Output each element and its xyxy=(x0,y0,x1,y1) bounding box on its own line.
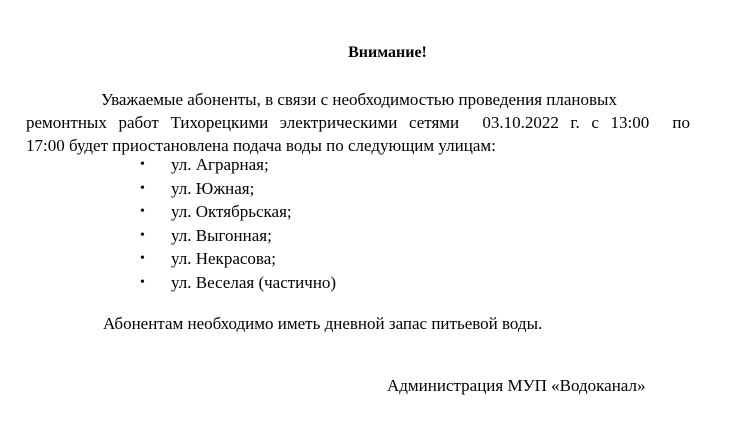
street-list xyxy=(140,153,336,295)
paragraph-line-3: 17:00 будет приостановлена подача воды по следующим улицам: xyxy=(26,136,496,155)
street-item xyxy=(140,271,336,295)
signature: Администрация МУП «Водоканал» xyxy=(387,376,646,395)
water-supply-note: Абонентам необходимо иметь дневной запас питьевой воды. xyxy=(103,314,543,333)
paragraph-line-1: Уважаемые абоненты, в связи с необходимостью проведения плановых xyxy=(101,90,617,109)
bullet-icon: • xyxy=(140,204,145,220)
street-name: ул. Выгонная; xyxy=(171,225,272,245)
street-name: ул. Веселая (частично) xyxy=(171,272,337,292)
street-name: ул. Южная; xyxy=(171,178,255,198)
bullet-icon: • xyxy=(140,157,145,172)
street-item xyxy=(140,200,336,224)
bullet-icon: • xyxy=(140,274,145,290)
street-item xyxy=(140,247,336,271)
street-item xyxy=(140,153,336,177)
street-name: ул. Аграрная; xyxy=(171,155,269,174)
notice-title: Внимание! xyxy=(348,44,427,61)
bullet-icon: • xyxy=(140,227,145,243)
bullet-icon: • xyxy=(140,251,145,267)
street-item xyxy=(140,224,336,248)
paragraph-line-2: ремонтных работ Тихорецкими электрическими сетями 03.10.2022 г. с 13:00 по xyxy=(26,113,690,132)
street-item xyxy=(140,177,336,201)
bullet-icon: • xyxy=(140,180,145,196)
notice-paragraph xyxy=(26,88,690,157)
street-name: ул. Октябрьская; xyxy=(171,202,292,222)
street-name: ул. Некрасова; xyxy=(171,249,276,269)
